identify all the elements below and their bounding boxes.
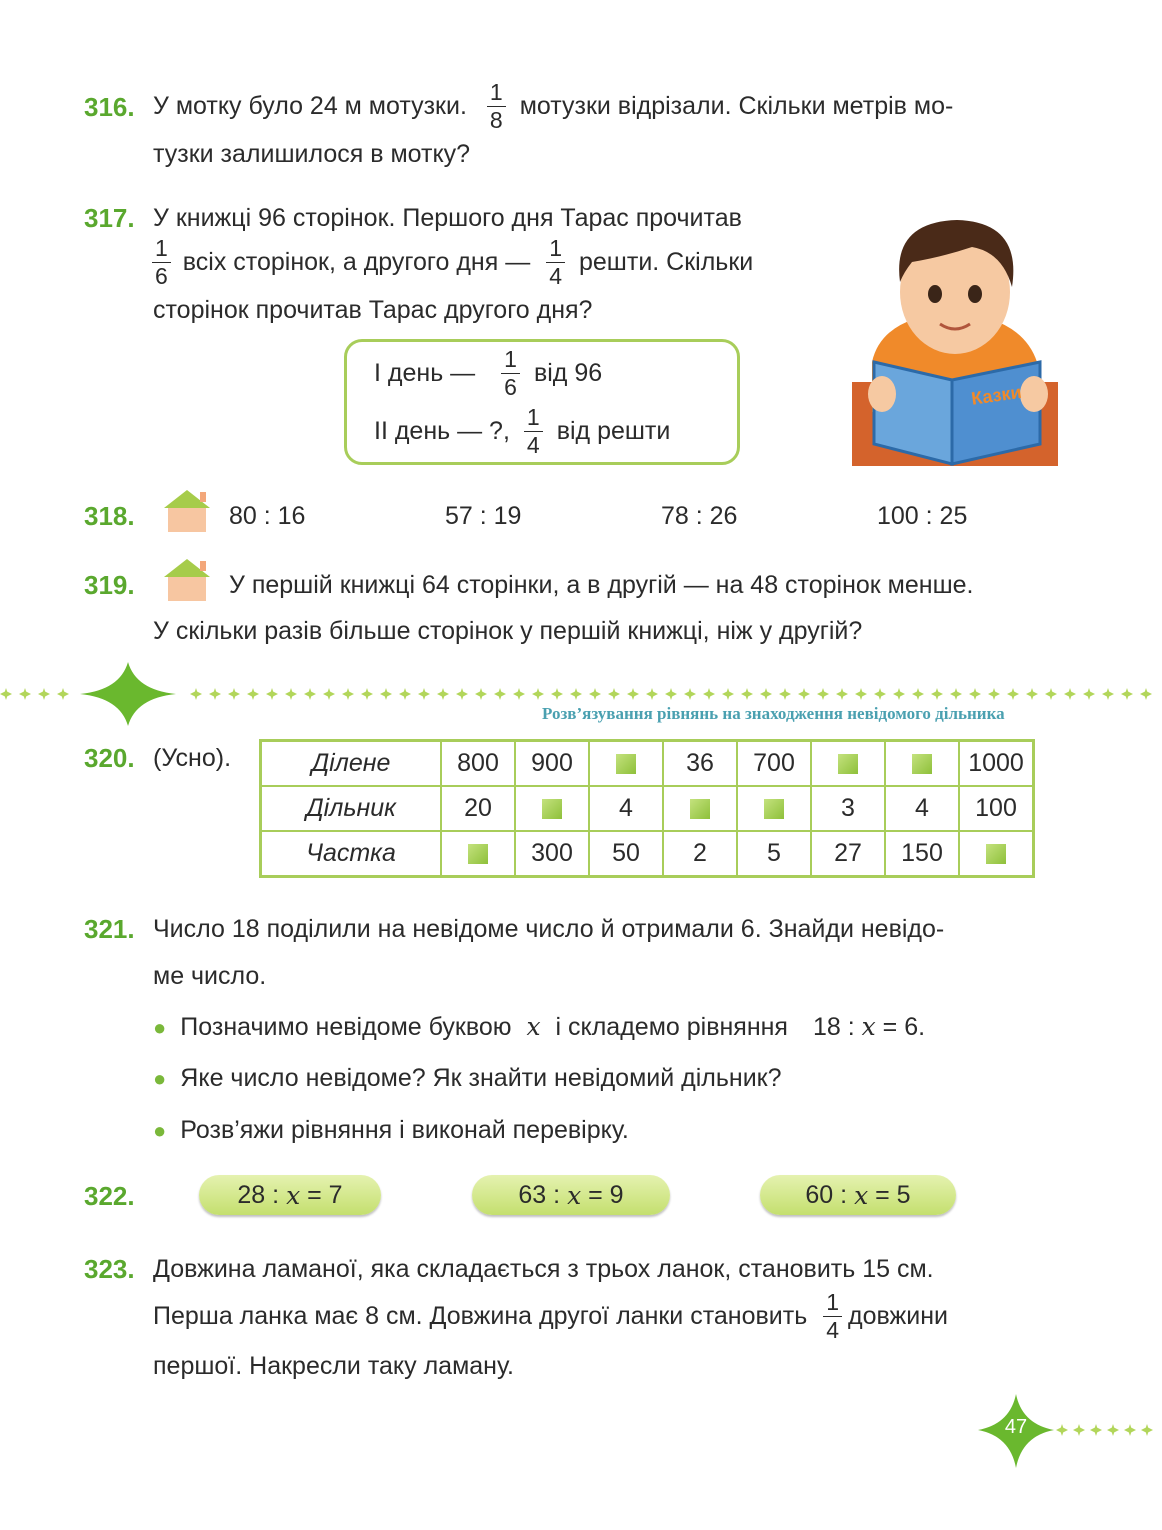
problem-318-expr-1: 80 : 16 — [229, 502, 306, 530]
bullet-dot-icon: ● — [153, 1118, 167, 1143]
table-row — [261, 741, 1034, 787]
table-cell: 27 — [811, 831, 885, 877]
problem-318-expr-2: 57 : 19 — [445, 502, 522, 530]
page-number-badge — [976, 1392, 1162, 1472]
hint-row-2-text: від решти — [556, 416, 671, 445]
problem-323-line2 — [153, 1284, 948, 1348]
blank-square-cell — [811, 741, 885, 787]
table-row-header: Дільник — [261, 786, 442, 831]
table-cell: 5 — [737, 831, 811, 877]
problem-323-line3: першої. Накресли таку ламану. — [153, 1352, 514, 1380]
hint-row-2 — [374, 404, 670, 458]
table-cell: 4 — [885, 786, 959, 831]
table-row — [261, 786, 1034, 831]
green-square-icon — [542, 799, 562, 819]
green-square-icon — [986, 844, 1006, 864]
variable-x: x — [861, 1012, 876, 1041]
hint-row-2-label: ІІ день — ?, — [374, 416, 510, 445]
blank-square-cell — [737, 786, 811, 831]
problem-323-text-a: Перша ланка має 8 см. Довжина другої ланки становить — [153, 1301, 808, 1330]
green-square-icon — [616, 754, 636, 774]
fraction-one-fourth — [524, 403, 543, 458]
book-title: Казки — [969, 381, 1023, 409]
problem-320-number: 320. — [84, 743, 135, 773]
problem-316-line2: тузки залишилося в мотку? — [153, 140, 471, 168]
table-row-header: Ділене — [261, 741, 442, 787]
fraction-denominator: 4 — [546, 262, 565, 288]
table-cell: 150 — [885, 831, 959, 877]
equation-right: = 7 — [307, 1180, 343, 1209]
problem-317-line3: сторінок прочитав Тарас другого дня? — [153, 296, 593, 324]
bullet-3-text: Розв’яжи рівняння і виконай перевірку. — [180, 1116, 629, 1144]
fraction-denominator: 4 — [823, 1316, 842, 1342]
problem-320-label: (Усно). — [153, 744, 232, 772]
problem-316-text-b: мотузки відрізали. Скільки метрів мо- — [519, 91, 954, 120]
bullet-2-text: Яке число невідоме? Як знайти невідомий дільник? — [180, 1064, 782, 1092]
problem-316-line1 — [153, 78, 953, 134]
boy-reading-book-illustration — [852, 212, 1058, 466]
problem-319-line1: У першій книжці 64 сторінки, а в другій — на 48 сторінок менше. — [229, 571, 974, 599]
table-cell: 1000 — [959, 741, 1034, 787]
table-cell: 300 — [515, 831, 589, 877]
blank-square-cell — [885, 741, 959, 787]
problem-317-line2 — [148, 232, 753, 292]
blank-square-cell — [959, 831, 1034, 877]
fraction-numerator: 1 — [155, 234, 168, 261]
equation-pill-3 — [760, 1175, 956, 1215]
blank-square-cell — [589, 741, 663, 787]
problem-317-hint-box — [344, 339, 740, 465]
variable-x: x — [854, 1180, 869, 1210]
problem-318-expr-3: 78 : 26 — [661, 502, 738, 530]
house-icon — [162, 557, 212, 601]
problem-316-text-a: У мотку було 24 м мотузки. — [153, 91, 467, 120]
equation-left: 63 : — [518, 1180, 561, 1209]
fraction-one-sixth — [501, 345, 520, 400]
fraction-one-fourth — [546, 234, 565, 289]
fraction-denominator: 6 — [152, 262, 171, 288]
table-row-header: Частка — [261, 831, 442, 877]
table-cell: 2 — [663, 831, 737, 877]
hint-row-1-text: від 96 — [533, 358, 603, 387]
equation-left: 28 : — [237, 1180, 280, 1209]
fraction-numerator: 1 — [549, 234, 562, 261]
bullet-2 — [153, 1064, 782, 1093]
table-cell: 4 — [589, 786, 663, 831]
green-square-icon — [838, 754, 858, 774]
table-cell: 3 — [811, 786, 885, 831]
fraction-numerator: 1 — [489, 78, 503, 105]
fraction-numerator: 1 — [526, 403, 540, 430]
table-cell: 100 — [959, 786, 1034, 831]
division-table — [259, 739, 1035, 878]
fraction-one-sixth — [152, 234, 171, 289]
problem-316-number: 316. — [84, 92, 135, 122]
bullet-1-text-b: і складемо рівняння — [555, 1013, 788, 1041]
variable-x: x — [286, 1180, 301, 1210]
problem-317-text-a: всіх сторінок, а другого дня — — [182, 247, 531, 276]
equation-pill-2 — [472, 1175, 670, 1215]
fraction-numerator: 1 — [504, 345, 517, 372]
fraction-denominator: 4 — [524, 431, 543, 457]
problem-321-line1: Число 18 поділили на невідоме число й отримали 6. Знайди невідо- — [153, 915, 945, 943]
hint-row-1 — [374, 346, 602, 400]
fraction-denominator: 6 — [501, 373, 520, 399]
green-square-icon — [690, 799, 710, 819]
table-cell: 50 — [589, 831, 663, 877]
problem-321-number: 321. — [84, 914, 135, 944]
bullet-3 — [153, 1116, 629, 1145]
table-cell: 700 — [737, 741, 811, 787]
blank-square-cell — [663, 786, 737, 831]
equation-pill-1 — [199, 1175, 381, 1215]
page-number: 47 — [1004, 1416, 1028, 1438]
problem-319-number: 319. — [84, 570, 135, 600]
problem-323-number: 323. — [84, 1254, 135, 1284]
bullet-dot-icon: ● — [153, 1066, 167, 1091]
problem-321-line2: ме число. — [153, 962, 267, 990]
house-icon — [162, 488, 212, 532]
topic-heading: Розв’язування рівнянь на знаходження невідомого дільника — [542, 704, 1005, 723]
table-cell: 900 — [515, 741, 589, 787]
fraction-numerator: 1 — [826, 1288, 840, 1315]
fraction-denominator: 8 — [487, 106, 506, 132]
problem-323-text-b: довжини — [848, 1301, 948, 1330]
problem-318-expr-4: 100 : 25 — [877, 502, 968, 530]
equation-left: 18 : — [812, 1013, 855, 1041]
problem-323-line1: Довжина ламаної, яка складається з трьох ланок, становить 15 см. — [153, 1255, 934, 1283]
problem-322-number: 322. — [84, 1181, 135, 1211]
green-square-icon — [764, 799, 784, 819]
blank-square-cell — [441, 831, 515, 877]
bullet-dot-icon: ● — [153, 1015, 167, 1040]
table-row — [261, 831, 1034, 877]
hint-row-1-label: І день — — [374, 358, 476, 387]
equation-right: = 5 — [875, 1180, 911, 1209]
problem-318-number: 318. — [84, 501, 135, 531]
fraction-one-eighth — [487, 78, 506, 133]
fraction-one-fourth — [823, 1288, 842, 1343]
table-cell: 800 — [441, 741, 515, 787]
table-cell: 36 — [663, 741, 737, 787]
problem-319-line2: У скільки разів більше сторінок у першій книжці, ніж у другій? — [153, 617, 863, 645]
green-square-icon — [912, 754, 932, 774]
equation-left: 60 : — [805, 1180, 848, 1209]
bullet-1 — [153, 1012, 925, 1042]
problem-317-line1: У книжці 96 сторінок. Першого дня Тарас прочитав — [153, 204, 742, 232]
variable-x: x — [567, 1180, 582, 1210]
problem-317-text-b: решти. Скільки — [579, 247, 754, 276]
blank-square-cell — [515, 786, 589, 831]
variable-x: x — [526, 1012, 541, 1041]
green-square-icon — [468, 844, 488, 864]
bullet-1-text-a: Позначимо невідоме буквою — [180, 1013, 512, 1041]
table-cell: 20 — [441, 786, 515, 831]
equation-right: = 9 — [588, 1180, 624, 1209]
equation-right: = 6. — [882, 1013, 926, 1041]
problem-317-number: 317. — [84, 203, 135, 233]
